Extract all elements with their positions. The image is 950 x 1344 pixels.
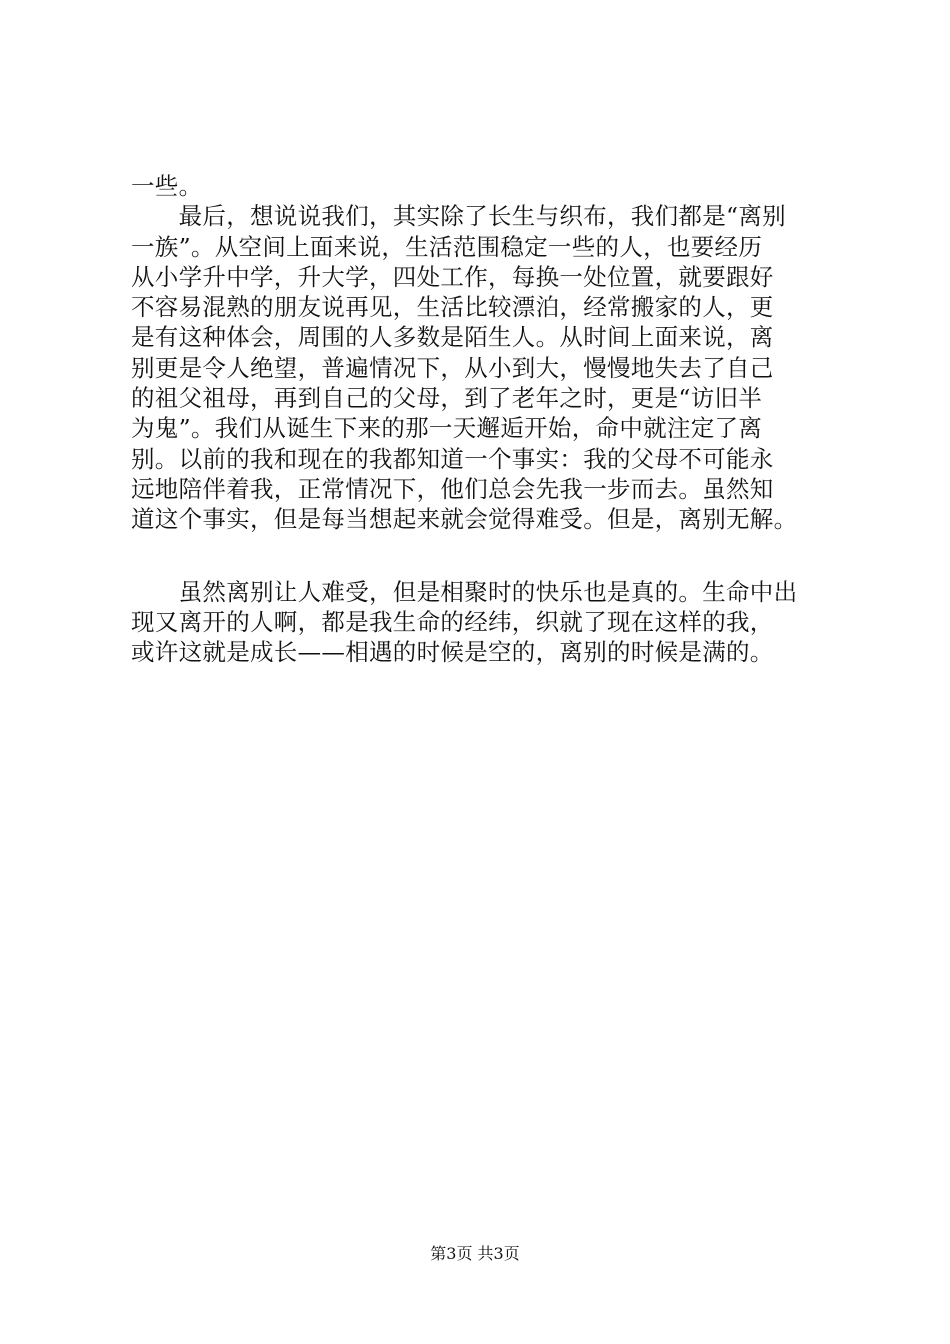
text-line: 远地陪伴着我，正常情况下，他们总会先我一步而去。虽然知 <box>131 474 774 503</box>
page-footer: 第3页 共3页 <box>430 1244 520 1263</box>
text-line: 最后，想说说我们，其实除了长生与织布，我们都是“离别 <box>131 202 786 231</box>
paragraph-spacer <box>131 535 851 577</box>
text-line: 现又离开的人啊，都是我生命的经纬，织就了现在这样的我， <box>131 607 774 636</box>
paragraph-2 <box>131 577 851 668</box>
text-line: 从小学升中学，升大学，四处工作，每换一处位置，就要跟好 <box>131 262 774 291</box>
text-line: 道这个事实，但是每当想起来就会觉得难受。但是，离别无解。 <box>131 505 798 534</box>
text-line: 不容易混熟的朋友说再见，生活比较漂泊，经常搬家的人，更 <box>131 293 774 322</box>
text-line: 别更是令人绝望，普遍情况下，从小到大，慢慢地失去了自己 <box>131 353 774 382</box>
text-line: 别。以前的我和现在的我都知道一个事实：我的父母不可能永 <box>131 444 774 473</box>
text-line: 的祖父祖母，再到自己的父母，到了老年之时，更是“访旧半 <box>131 384 763 413</box>
text-line: 为鬼”。我们从诞生下来的那一天邂逅开始，命中就注定了离 <box>131 414 763 443</box>
document-body <box>131 171 851 667</box>
text-line: 或许这就是成长——相遇的时候是空的，离别的时候是满的。 <box>131 638 774 667</box>
text-line: 虽然离别让人难受，但是相聚时的快乐也是真的。生命中出 <box>131 577 798 606</box>
paragraph-1 <box>131 171 851 535</box>
text-line: 一些。 <box>131 172 203 200</box>
text-line: 是有这种体会，周围的人多数是陌生人。从时间上面来说，离 <box>131 323 774 352</box>
text-line: 一族”。从空间上面来说，生活范围稳定一些的人，也要经历 <box>131 232 763 261</box>
